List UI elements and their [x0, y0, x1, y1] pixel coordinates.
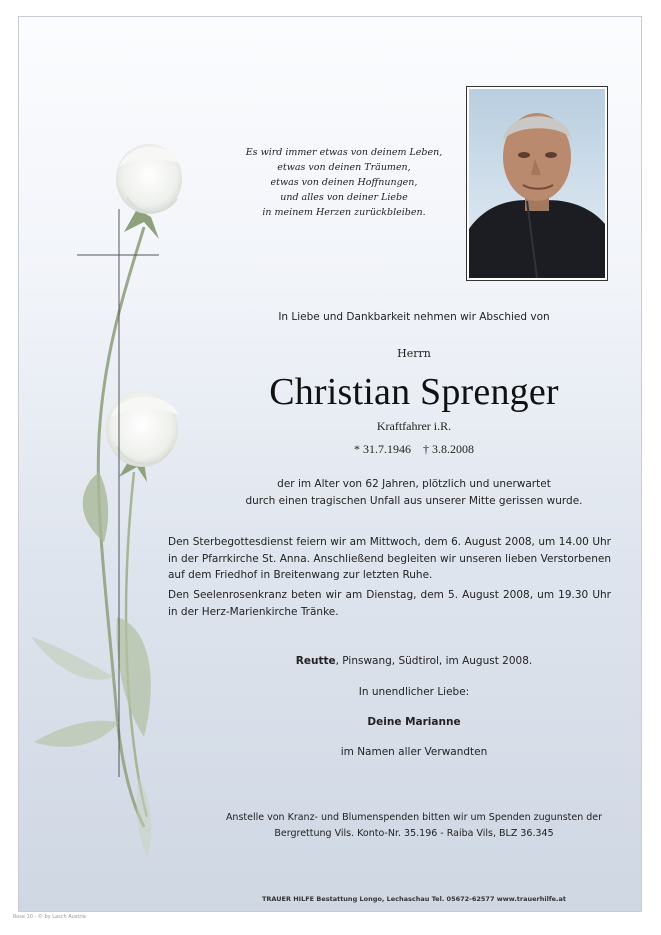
relatives-line: im Namen aller Verwandten: [340, 746, 488, 758]
place-rest: , Pinswang, Südtirol, im August 2008.: [335, 655, 533, 667]
print-footer-note: Rose 10 - © by Lasch Austria: [13, 914, 86, 920]
poem-line: Es wird immer etwas von deinem Leben,: [245, 147, 443, 158]
portrait-photo: [469, 89, 605, 278]
poem-line: etwas von deinen Hoffnungen,: [270, 177, 418, 188]
donation-request: [169, 810, 642, 841]
intro-text: In Liebe und Dankbarkeit nehmen wir Abschied von: [278, 311, 550, 323]
love-line: In unendlicher Liebe:: [358, 686, 470, 698]
salutation: Herrn: [397, 347, 431, 360]
poem-line: etwas von deinen Träumen,: [277, 162, 411, 173]
accident-line: durch einen tragischen Unfall aus unserer Mitte gerissen wurde.: [245, 495, 583, 507]
portrait-frame: [466, 86, 608, 281]
life-dates: [169, 442, 642, 457]
donation-line: Anstelle von Kranz- und Blumenspenden bitten wir um Spenden zugunsten der: [225, 812, 603, 823]
white-roses-illustration: [19, 17, 219, 912]
place-bold: Reutte: [295, 655, 336, 667]
donation-line: Bergrettung Vils. Konto-Nr. 35.196 - Raiba Vils, BLZ 36.345: [274, 827, 554, 839]
place-date-line: [169, 655, 642, 667]
memorial-poem: [224, 145, 464, 220]
poem-line: und alles von deiner Liebe: [280, 192, 408, 203]
death-date: † 3.8.2008: [423, 442, 474, 456]
age-line: der im Alter von 62 Jahren, plötzlich und unerwartet: [277, 478, 551, 490]
rosary-paragraph: Den Seelenrosenkranz beten wir am Dienstag, dem 5. August 2008, um 19.30 Uhr in der Herz-Marienkirche Tränke.: [168, 589, 611, 618]
occupation: Kraftfahrer i.R.: [376, 419, 452, 433]
signatory: Deine Marianne: [367, 716, 461, 728]
funeral-home-credit: TRAUER HILFE Bestattung Longo, Lechaschau Tel. 05672-62577 www.trauerhilfe.at: [261, 895, 567, 903]
circumstances-text: [169, 476, 642, 510]
funeral-service-paragraph: Den Sterbegottesdienst feiern wir am Mittwoch, dem 6. August 2008, um 14.00 Uhr in der Pfarrkirche St. Anna. Anschließend begleiten wir unseren lieben Verstorbenen auf dem Friedhof in Breitenwang zur letzten Ruhe.: [168, 536, 611, 581]
obituary-card: [18, 16, 642, 912]
poem-line: in meinem Herzen zurückbleiben.: [262, 207, 426, 218]
deceased-name: Christian Sprenger: [269, 371, 559, 413]
birth-date: * 31.7.1946: [354, 442, 411, 456]
